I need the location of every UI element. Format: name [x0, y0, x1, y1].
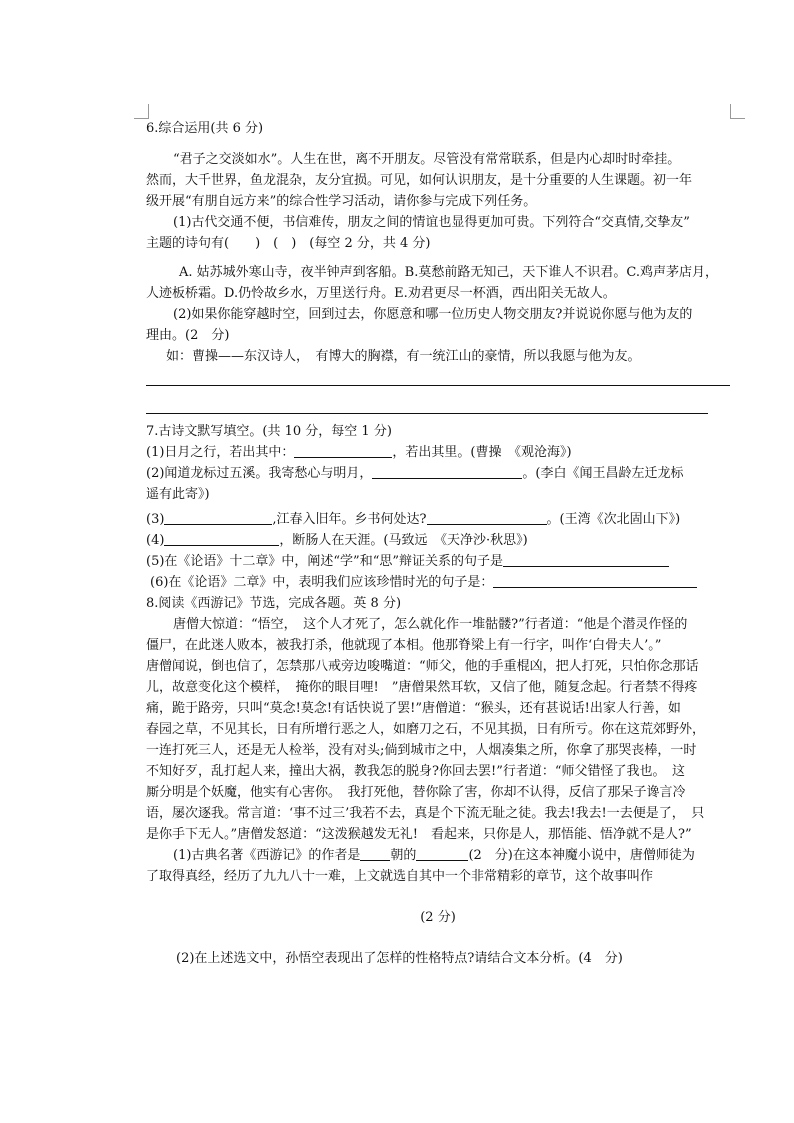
- fill-blank[interactable]: [427, 509, 547, 525]
- q7-item-text: (5)在《论语》十二章》中，阐述“学”和“思”辩证关系的句子是: [146, 554, 503, 569]
- fill-blank[interactable]: [503, 551, 669, 567]
- q6-intro-line: “君子之交淡如水”。人生在世，离不开朋友。尽管没有常常联系，但是内心却时时牵挂。: [173, 152, 681, 167]
- q8-passage-line: 痛，跪于路旁，只叫“莫念!莫念!有话快说了罢!”唐僧道：“猴头，还有甚说话!出家人行善，如: [146, 701, 681, 716]
- q7-item-text: 。(李白《闻王昌龄左迁龙标: [522, 466, 684, 481]
- q7-item-text: (6)在《论语》二章》中，表明我们应该珍惜时光的句子是：: [150, 575, 494, 590]
- fill-blank[interactable]: [372, 463, 522, 479]
- q8-passage-line: 唐僧闻说，倒也信了，怎禁那八戒旁边唆嘴道：“师父，他的手重棍凶，把人打死，只怕你念那话: [146, 659, 699, 674]
- q6-option-line: A. 姑苏城外寒山寺，夜半钟声到客船。B.莫愁前路无知己，天下谁人不识君。C.鸡声茅店月，: [179, 265, 718, 280]
- q8-sub1: [146, 845, 730, 866]
- q8-passage-line: 一连打死三人，还是无人检举，没有对头;倘到城市之中，人烟凑集之所，你拿了那哭丧棒，一时: [146, 743, 697, 758]
- q7-item-6: [146, 572, 730, 593]
- q8-passage-line: 僵尸，在此迷人败本，被我打杀，他就现了本相。他那脊梁上有一行字，叫作‘白骨夫人’。”: [146, 638, 662, 653]
- q8-passage-line: 是你手下无人。”唐僧发怒道：“这泼猴越发无礼! 看起来，只你是人，那悟能、悟净就不是人?”: [146, 827, 692, 842]
- fill-blank[interactable]: [360, 845, 390, 861]
- q7-item-text: (3): [146, 512, 165, 527]
- q7-item-text: (1)日月之行，若出其中：: [146, 445, 295, 460]
- q6-option-line: 人迹板桥霜。D.仍怜故乡水，万里送行舟。E.劝君更尽一杯酒，西出阳关无故人。: [146, 286, 616, 301]
- fill-blank[interactable]: [416, 845, 468, 861]
- q8-sub1-text: (2 分)在这本神魔小说中，唐僧师徒为: [468, 848, 695, 863]
- q6-part1-line: (1)古代交通不便，书信难传，朋友之间的情谊也显得更加可贵。下列符合“交真情,交挚友”: [173, 215, 690, 230]
- q6-example: 如：曹操——东汉诗人， 有博大的胸襟，有一统江山的豪情，所以我愿与他为友。: [166, 349, 641, 364]
- q8-sub1-text: (1)古典名著《西游记》的作者是: [173, 848, 361, 863]
- fill-blank[interactable]: [164, 509, 272, 525]
- q8-sub1-text: 朝的: [390, 848, 417, 863]
- q6-part1-line: 主题的诗句有( ) ( ) (每空 2 分，共 4 分): [146, 236, 431, 251]
- q7-item-text: (2)闻道龙标过五溪。我寄愁心与明月，: [146, 466, 373, 481]
- q8-passage-line: 春园之草，不见其长，日有所增行恶之人，如磨刀之石，不见其损，日有所亏。你在这荒郊野外，: [146, 722, 706, 737]
- q8-title: 8.阅读《西游记》节选，完成各题。英 8 分): [146, 596, 402, 611]
- q8-passage-line: 厮分明是个妖魔，他实有心害你。 我打死他，替你除了害，你却不认得，反信了那呆子谗言冷: [146, 785, 686, 800]
- q8-sub1-score: (2 分): [420, 910, 456, 925]
- q8-passage-line: 唐僧大惊道：“悟空， 这个人才死了，怎么就化作一堆骷髅?”行者道：“他是个潜灵作怪的: [173, 617, 688, 632]
- page-corner-mark-left: [134, 104, 149, 119]
- q6-intro-line: 级开展“有朋自远方来”的综合性学习活动，请你参与完成下列任务。: [146, 194, 537, 209]
- q7-item-text: (4): [146, 533, 165, 548]
- fill-blank[interactable]: [493, 572, 697, 588]
- q7-item-1: [146, 442, 730, 463]
- q7-item-text: ，断肠人在天涯。(马致远 《天净沙·秋思》): [279, 533, 528, 548]
- q6-part2-line: 理由。(2 分): [146, 328, 230, 343]
- page-corner-mark-right: [730, 104, 745, 119]
- q8-passage-line: 不知好歹，乱打起人来，撞出大祸，教我怎的脱身?你回去罢!”行者道：“师父错怪了我也。 这: [146, 764, 685, 779]
- q7-item-3: [146, 509, 730, 530]
- q7-item-text: 遥有此寄》): [146, 487, 210, 502]
- q7-item-4: [146, 530, 730, 551]
- q7-item-5: [146, 551, 730, 572]
- answer-line[interactable]: [146, 384, 730, 386]
- q8-sub2: (2)在上述选文中，孙悟空表现出了怎样的性格特点?请结合文本分析。(4 分): [176, 951, 623, 966]
- q8-passage-line: 儿，故意变化这个模样， 掩你的眼目哩! ”唐僧果然耳软，又信了他，随复念起。行者禁不得疼: [146, 680, 698, 695]
- q7-item-text: ,江春入旧年。乡书何处达?: [272, 512, 427, 527]
- q7-item-text: ，若出其里。(曹操 《观沧海》): [392, 445, 572, 460]
- q7-item-text: 。(王湾《次北固山下》): [546, 512, 681, 527]
- q6-part2-line: (2)如果你能穿越时空，回到过去，你愿意和哪一位历史人物交朋友?并说说你愿与他为友的: [173, 307, 693, 322]
- q7-title: 7.古诗文默写填空。(共 10 分，每空 1 分): [146, 424, 392, 439]
- answer-line[interactable]: [146, 412, 708, 414]
- q7-item-2: [146, 463, 730, 484]
- q8-sub1-text: 了取得真经，经历了九九八十一难，上文就选自其中一个非常精彩的章节，这个故事叫作: [146, 869, 654, 884]
- fill-blank[interactable]: [164, 530, 279, 546]
- exam-page: [146, 118, 730, 969]
- fill-blank[interactable]: [294, 442, 392, 458]
- q8-passage-line: 语，屡次逐我。常言道：‘事不过三’我若不去，真是个下流无耻之徒。我去!我去!一去便是了， 只: [146, 806, 705, 821]
- q6-title: 6.综合运用(共 6 分): [146, 121, 264, 136]
- q6-intro-line: 然而，大千世界，鱼龙混杂，友分宜损。可见，如何认识朋友，是十分重要的人生课题。初一年: [146, 173, 693, 188]
